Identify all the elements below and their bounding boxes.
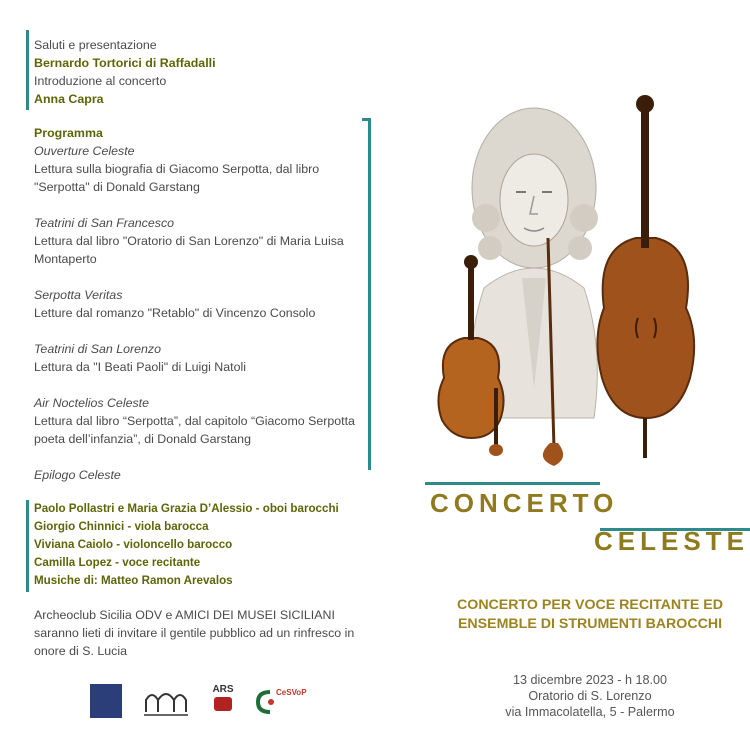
event-address: via Immacolatella, 5 - Palermo	[505, 705, 675, 719]
performer: Giorgio Chinnici - viola barocca	[34, 520, 209, 533]
program-item-desc: Lettura sulla biografia di Giacomo Serpotta, dal libro "Serpotta" di Donald Garstang	[34, 162, 320, 194]
ars-emblem	[214, 697, 232, 711]
ars-logo	[210, 684, 236, 718]
program-item	[34, 214, 374, 268]
ars-logo-text: ARS	[212, 684, 234, 695]
program-bar-top	[362, 118, 371, 121]
program-item	[34, 466, 374, 484]
performers-section	[34, 500, 374, 590]
title-line-1: CONCERTO	[430, 488, 619, 518]
performer: Viviana Caiolo - violoncello barocco	[34, 538, 233, 551]
title-line-2: CELESTE	[594, 526, 749, 556]
performer: Musiche di: Matteo Ramon Arevalos	[34, 574, 233, 587]
intro-name: Anna Capra	[34, 92, 104, 106]
closing-text: Archeoclub Sicilia ODV e AMICI DEI MUSEI SICILIANI saranno lieti di invitare il gentile pubblico ad un rinfresco in onore di S. Lucia	[34, 608, 355, 658]
program-item-title: Serpotta Veritas	[34, 288, 123, 302]
program-item-title: Epilogo Celeste	[34, 468, 121, 482]
archeoclub-logo	[90, 684, 122, 718]
programma-heading: Programma	[34, 126, 103, 140]
event-date-time: 13 dicembre 2023 - h 18.00	[512, 673, 668, 687]
event-venue: Oratorio di S. Lorenzo	[528, 689, 652, 703]
program-item	[34, 286, 374, 322]
programma-section	[34, 124, 374, 484]
program-item-desc: Letture dal romanzo "Retablo" di Vincenzo Consolo	[34, 306, 316, 320]
program-item-desc: Lettura da "I Beati Paoli" di Luigi Natoli	[34, 360, 246, 374]
intro-label: Introduzione al concerto	[34, 74, 167, 88]
subtitle	[420, 596, 750, 634]
program-item	[34, 394, 374, 448]
cesvop-logo	[254, 684, 306, 718]
event-info	[480, 672, 700, 720]
subtitle-line-2: ENSEMBLE DI STRUMENTI BAROCCHI	[457, 616, 723, 632]
subtitle-line-1: CONCERTO PER VOCE RECITANTE ED	[457, 597, 723, 613]
program-item	[34, 142, 374, 196]
cesvop-logo-text: CeSVoP	[276, 688, 307, 697]
performer: Camilla Lopez - voce recitante	[34, 556, 201, 569]
bust-and-instruments-illustration	[424, 88, 724, 474]
program-item-desc: Lettura dal libro “Serpotta”, dal capitolo “Giacomo Serpotta poeta dell’infanzia”, di Donald Garstang	[34, 414, 355, 446]
program-item-title: Air Noctelios Celeste	[34, 396, 150, 410]
intro-section	[34, 36, 374, 108]
performers-bar	[26, 500, 29, 592]
greet-name: Bernardo Tortorici di Raffadalli	[34, 56, 216, 70]
program-item-title: Ouverture Celeste	[34, 144, 135, 158]
performer: Paolo Pollastri e Maria Grazia D’Alessio - oboi barocchi	[34, 502, 339, 515]
amici-musei-logo	[142, 684, 190, 718]
program-item-desc: Lettura dal libro "Oratorio di San Lorenzo" di Maria Luisa Montaperto	[34, 234, 344, 266]
program-item-title: Teatrini di San Francesco	[34, 216, 175, 230]
intro-bar	[26, 30, 29, 110]
program-item	[34, 340, 374, 376]
program-item-title: Teatrini di San Lorenzo	[34, 342, 161, 356]
title-bar-top	[425, 482, 600, 485]
greet-label: Saluti e presentazione	[34, 38, 157, 52]
cesvop-emblem	[254, 686, 276, 716]
